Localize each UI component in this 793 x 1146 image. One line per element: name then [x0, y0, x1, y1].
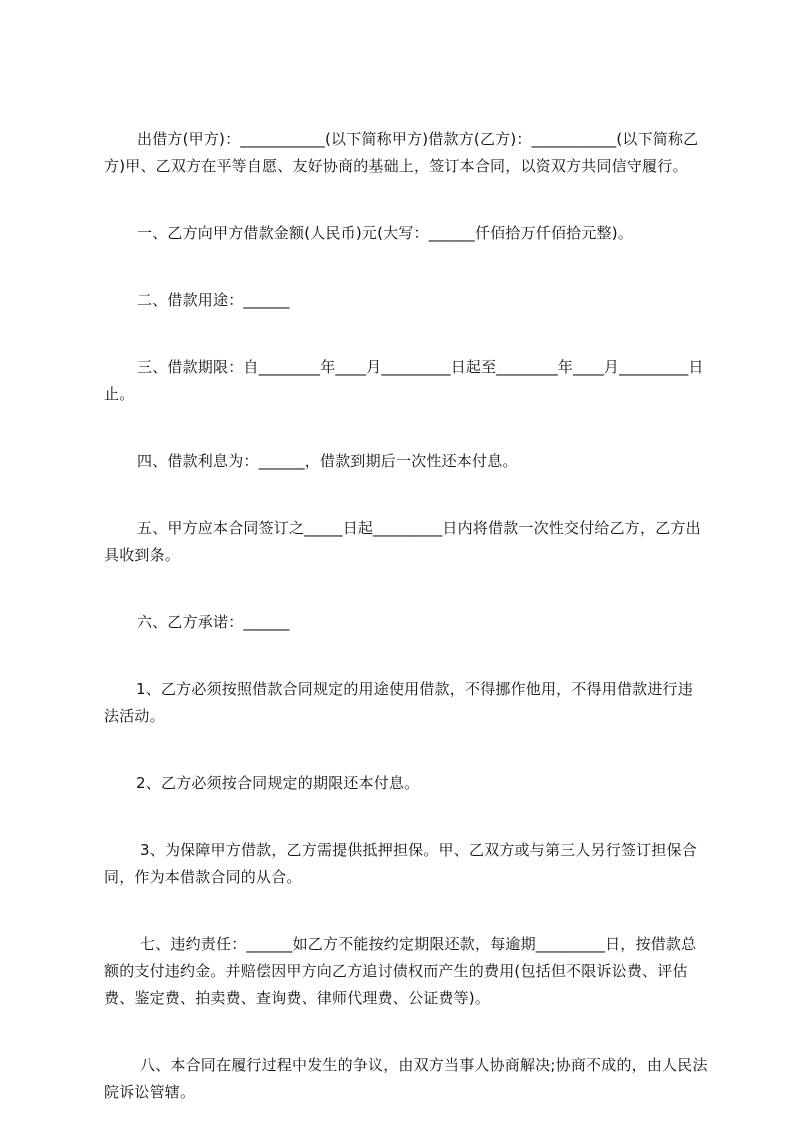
clause-4-interest: 四、借款利息为：______，借款到期后一次性还本付息。 — [137, 452, 518, 470]
clause-7-liability: 七、违约责任：______如乙方不能按约定期限还款，每逾期_________日，按借款总额的支付违约金。并赔偿因甲方向乙方追讨债权而产生的费用(包括但不限诉讼费、评估费、鉴定费、拍卖费、查询费、律师代理费、公证费等)。 — [104, 935, 697, 1007]
clause-3-loan-term: 三、借款期限：自________年____月_________日起至________年____月_________日止。 — [104, 358, 704, 403]
contract-body — [104, 126, 708, 1146]
clause-2-loan-purpose: 二、借款用途：______ — [137, 291, 290, 309]
commitment-item-1: 1、乙方必须按照借款合同规定的用途使用借款，不得挪作他用，不得用借款进行违法活动。 — [104, 680, 693, 725]
intro-paragraph: 出借方(甲方)：___________(以下简称甲方)借款方(乙方)：___________(以下简称乙方)甲、乙双方在平等自愿、友好协商的基础上，签订本合同，以资双方共同信守履行。 — [104, 130, 699, 175]
clause-6-commitment: 六、乙方承诺：______ — [137, 613, 290, 631]
commitment-item-2: 2、乙方必须按合同规定的期限还本付息。 — [136, 774, 420, 792]
clause-5-delivery: 五、甲方应本合同签订之_____日起_________日内将借款一次性交付给乙方，乙方出具收到条。 — [104, 519, 701, 564]
clause-8-dispute: 八、本合同在履行过程中发生的争议，由双方当事人协商解决;协商不成的，由人民法院诉讼管辖。 — [104, 1056, 708, 1101]
clause-1-loan-amount: 一、乙方向甲方借款金额(人民币)元(大写：______仟佰拾万仟佰拾元整)。 — [137, 224, 634, 242]
commitment-item-3: 3、为保障甲方借款，乙方需提供抵押担保。甲、乙双方或与第三人另行签订担保合同，作为本借款合同的从合。 — [104, 841, 697, 886]
